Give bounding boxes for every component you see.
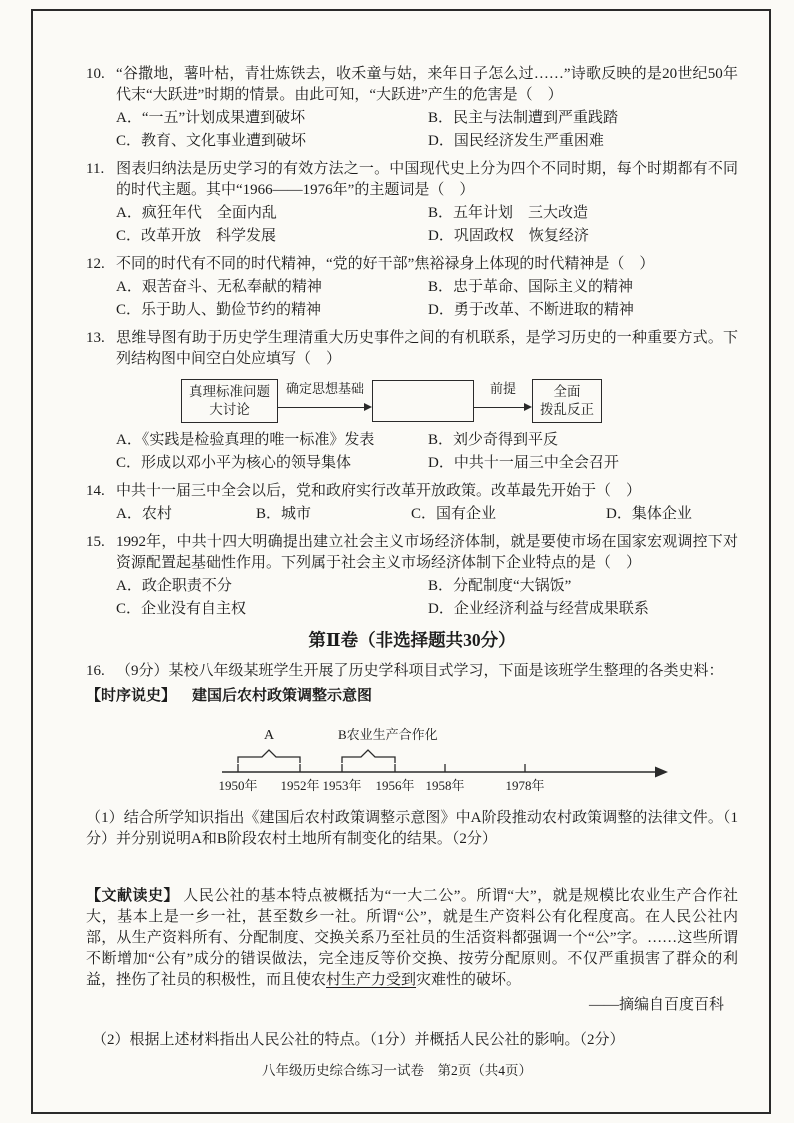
option-c: C．国有企业	[411, 506, 497, 522]
option-d: D．巩固政权 恢复经济	[428, 228, 589, 244]
option-b: B．城市	[256, 506, 312, 522]
flow-arrow-1	[278, 379, 372, 423]
question-number: 15.	[86, 534, 105, 550]
flow-box-truth-discussion	[181, 379, 278, 422]
timeline-brace-b-label: B农业生产合作化	[338, 726, 438, 742]
year-label: 1958年	[425, 777, 465, 793]
option-c: C．教育、文化事业遭到破坏	[116, 133, 307, 149]
option-d: D．中共十一届三中全会召开	[428, 455, 619, 471]
passage-source: ——摘编自百度百科	[588, 996, 724, 1013]
arrow-line	[474, 407, 527, 408]
year-label: 1953年	[322, 777, 362, 793]
flow-box-rectification	[532, 379, 602, 422]
option-a: A．艰苦奋斗、无私奉献的精神	[116, 279, 322, 295]
question-text: 不同的时代有不同的时代精神，“党的好干部”焦裕禄身上体现的时代精神是（ ）	[116, 256, 655, 272]
passage-underlined-text: 村生产力受到	[326, 971, 417, 988]
page-footer: 八年级历史综合练习一试卷 第2页（共4页）	[262, 1063, 532, 1078]
flow-arrow-label: 确定思想基础	[285, 381, 365, 396]
question-14	[86, 481, 738, 525]
arrow-head-icon	[524, 403, 532, 411]
timeline-diagram	[212, 711, 738, 806]
option-d: D．勇于改革、不断进取的精神	[428, 302, 634, 318]
option-row	[86, 131, 738, 152]
arrow-line	[278, 407, 367, 408]
question-number: 10.	[86, 66, 105, 82]
option-d: D．企业经济利益与经营成果联系	[428, 601, 649, 617]
question-number: 16.	[86, 662, 105, 679]
flow-arrow-label: 前提	[489, 381, 517, 396]
option-b: B．分配制度“大锅饭”	[428, 578, 572, 594]
option-row	[86, 576, 738, 597]
option-a: A．政企职责不分	[116, 578, 232, 594]
year-label: 1956年	[375, 777, 415, 793]
axis-arrow-head-icon	[655, 766, 668, 777]
option-a: A．疯狂年代 全面内乱	[116, 205, 277, 221]
option-b: B．忠于革命、国际主义的精神	[428, 279, 634, 295]
flow-box-text: 全面	[553, 384, 581, 400]
option-d: D．集体企业	[606, 506, 692, 522]
year-label: 1950年	[218, 777, 258, 793]
option-c: C．形成以邓小平为核心的领导集体	[116, 455, 352, 471]
option-b: B．民主与法制遭到严重践踏	[428, 110, 619, 126]
question-15	[86, 532, 738, 620]
question-text: 1992年，中共十四大明确提出建立社会主义市场经济体制，就是要使市场在国家宏观调控下对资源配置起基础性作用。下列属于社会主义市场经济体制下企业特点的是（ ）	[116, 534, 738, 571]
option-row	[86, 599, 738, 620]
year-label: 1952年	[280, 777, 320, 793]
option-row	[86, 277, 738, 298]
question-number: 12.	[86, 256, 105, 272]
year-label: 1978年	[505, 777, 545, 793]
page-content	[86, 64, 738, 1058]
question-number: 13.	[86, 330, 105, 346]
option-c: C．改革开放 科学发展	[116, 228, 277, 244]
brace-a-icon	[238, 750, 300, 763]
question-text: 思维导图有助于历史学生理清重大历史事件之间的有机联系，是学习历史的一种重要方式。下列结构图中间空白处应填写（ ）	[116, 330, 738, 367]
question-text: “谷撒地，薯叶枯，青壮炼铁去，收禾童与姑，来年日子怎么过……”诗歌反映的是20世纪50年代末“大跃进”时期的情景。由此可知，“大跃进”产生的危害是（ ）	[116, 66, 738, 103]
option-row	[86, 226, 738, 247]
timeline-brace-a-label: A	[263, 727, 275, 743]
passage-text: 人民公社的基本特点被概括为“一大二公”。所谓“大”，就是规模比农业生产合作社大，基本上是一乡一社，甚至数乡一社。所谓“公”，就是生产资料公有化程度高。在人民公社内部，从生产资料所有、分配制度、交换关系乃至社员的生活资料都强调一个“公”字。……这些所谓不断增加“公有”成分的错误做法，完全违反等价交换、按劳分配原则。不仅严重损害了群众的利益，挫伤了社员的积极性，而且使农	[86, 887, 738, 988]
flow-box-text: 拨乱反正	[540, 402, 594, 417]
option-d: D．国民经济发生严重困难	[428, 133, 604, 149]
option-c: C．企业没有自主权	[116, 601, 247, 617]
flow-arrow-2	[474, 379, 532, 423]
question-12	[86, 254, 738, 321]
option-a: A．《实践是检验真理的唯一标准》发表	[116, 432, 375, 448]
option-row	[86, 203, 738, 224]
question-text: 中共十一届三中全会以后，党和政府实行改革开放政策。改革最先开始于（ ）	[116, 483, 642, 499]
arrow-head-icon	[364, 403, 372, 411]
flow-box-blank	[372, 380, 474, 422]
timeline-svg	[212, 711, 682, 799]
option-a: A．“一五”计划成果遭到破坏	[116, 110, 306, 126]
question-16	[86, 661, 738, 1051]
sub-question-2: （2）根据上述材料指出人民公社的特点。（1分）并概括人民公社的影响。（2分）	[92, 1031, 625, 1048]
question-text: （9分）某校八年级某班学生开展了历史学科项目式学习，下面是该班学生整理的各类史料：	[116, 662, 724, 679]
option-a: A．农村	[116, 506, 172, 522]
question-13	[86, 328, 738, 474]
option-row	[86, 108, 738, 129]
brace-b-icon	[342, 750, 395, 763]
flow-box-text: 大讨论	[209, 402, 250, 417]
option-row	[86, 453, 738, 474]
option-c: C．乐于助人、勤俭节约的精神	[116, 302, 322, 318]
sub-question-1: （1）结合所学知识指出《建国后农村政策调整示意图》中A阶段推动农村政策调整的法律文件。（1分）并分别说明A和B阶段农村土地所有制变化的结果。（2分）	[86, 809, 738, 847]
section-2-title: 第Ⅱ卷（非选择题共30分）	[308, 630, 516, 650]
option-b: B．刘少奇得到平反	[428, 432, 559, 448]
question-text-block	[86, 532, 738, 574]
option-row	[86, 504, 738, 525]
material-2-label: 【文献读史】	[86, 887, 179, 904]
question-text-block	[86, 64, 738, 106]
material-1-title: 建国后农村政策调整示意图	[192, 687, 373, 704]
option-b: B．五年计划 三大改造	[428, 205, 589, 221]
question-11	[86, 159, 738, 247]
material-2-passage	[86, 886, 738, 991]
question-text-block	[86, 481, 738, 502]
passage-text: 灾难性的破坏。	[416, 971, 522, 988]
material-1-header	[86, 686, 738, 707]
q13-flow-diagram	[181, 379, 738, 423]
question-text: 图表归纳法是历史学习的有效方法之一。中国现代史上分为四个不同时期，每个时期都有不同的时代主题。其中“1966——1976年”的主题词是（ ）	[116, 161, 738, 198]
question-10	[86, 64, 738, 152]
question-text-block	[86, 661, 738, 682]
option-row	[86, 300, 738, 321]
option-row	[86, 430, 738, 451]
material-1-label: 【时序说史】	[86, 687, 177, 704]
flow-box-text: 真理标准问题	[189, 384, 270, 400]
question-text-block	[86, 328, 738, 370]
question-text-block	[86, 159, 738, 201]
question-number: 11.	[86, 161, 105, 177]
question-text-block	[86, 254, 738, 275]
question-number: 14.	[86, 483, 105, 499]
